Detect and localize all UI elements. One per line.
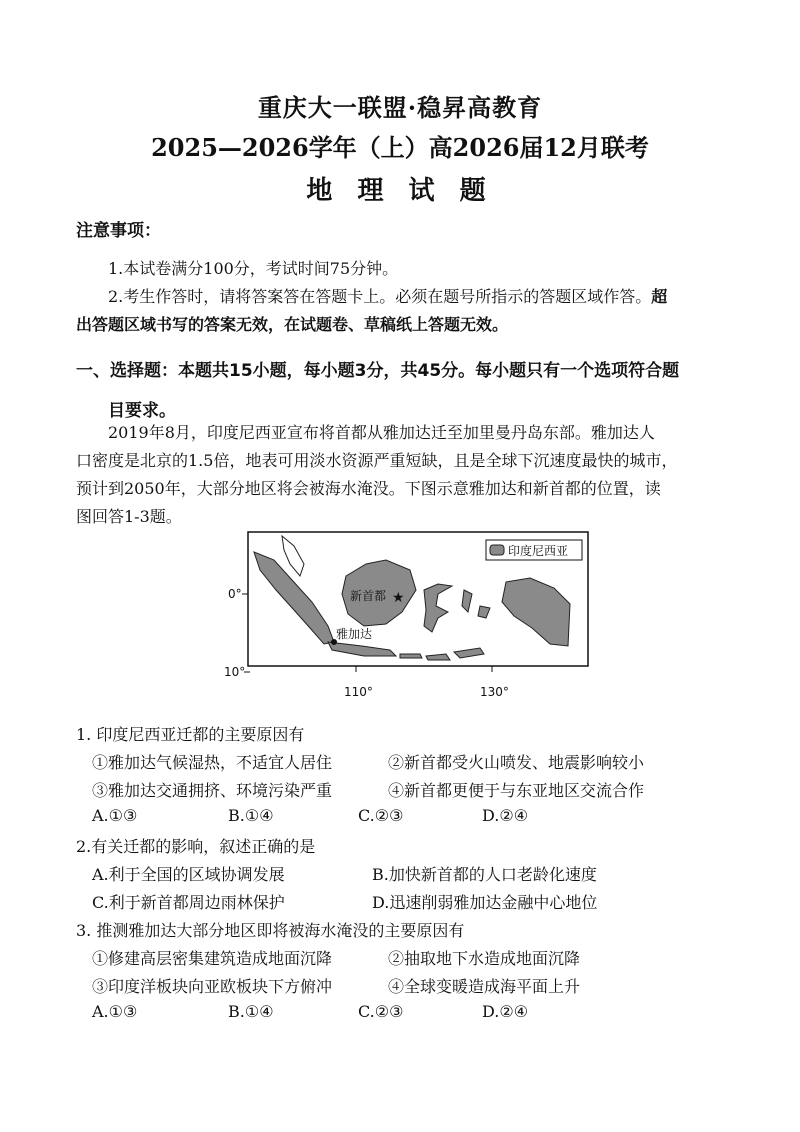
passage-line-1: 2019年8月，印度尼西亚宣布将首都从雅加达迁至加里曼丹岛东部。雅加达人 — [108, 423, 655, 442]
notice-item-2-bold: 超 — [651, 287, 668, 306]
org-title: 重庆大一联盟·稳昇高教育 — [257, 93, 543, 122]
q3-option-b[interactable]: B.①④ — [228, 1002, 274, 1021]
q3-option-d[interactable]: D.②④ — [482, 1002, 529, 1021]
notice-item-2-cont: 出答题区域书写的答案无效，在试题卷、草稿纸上答题无效。 — [76, 315, 509, 334]
legend-label: 印度尼西亚 — [508, 544, 569, 558]
section-heading-cont: 目要求。 — [108, 401, 176, 421]
passage-line-2: 口密度是北京的1.5倍，地表可用淡水资源严重短缺，且是全球下沉速度最快的城市， — [76, 451, 678, 470]
notice-item-2 — [108, 286, 667, 308]
notice-item-2-text: 2.考生作答时，请将答案答在答题卡上。必须在题号所指示的答题区域作答。 — [108, 287, 652, 306]
q2-option-d[interactable]: D.迅速削弱雅加达金融中心地位 — [372, 893, 598, 912]
jakarta-label: 雅加达 — [336, 627, 373, 641]
lon-110-label: 110° — [344, 685, 373, 699]
q1-option-a[interactable]: A.①③ — [92, 806, 138, 825]
q3-statement-2: ②抽取地下水造成地面沉降 — [388, 949, 581, 968]
subject-title: 地 理 试 题 — [306, 176, 494, 206]
q3-statement-1: ①修建高层密集建筑造成地面沉降 — [92, 949, 333, 968]
q1-option-d[interactable]: D.②④ — [482, 806, 529, 825]
indonesia-map — [224, 530, 594, 710]
q3-statement-4: ④全球变暖造成海平面上升 — [388, 977, 581, 996]
q1-stem: 1. 印度尼西亚迁都的主要原因有 — [76, 725, 305, 744]
q2-option-c[interactable]: C.利于新首都周边雨林保护 — [92, 893, 285, 912]
q3-option-a[interactable]: A.①③ — [92, 1002, 138, 1021]
passage-line-4: 图回答1-3题。 — [76, 507, 182, 526]
section-heading: 一、选择题：本题共15小题，每小题3分，共45分。每小题只有一个选项符合题 — [76, 361, 680, 381]
lat-10-label: 10° — [224, 665, 246, 679]
q1-option-b[interactable]: B.①④ — [228, 806, 274, 825]
q1-statement-3: ③雅加达交通拥挤、环境污染严重 — [92, 781, 333, 800]
star-icon: ★ — [392, 590, 405, 606]
q3-statement-3: ③印度洋板块向亚欧板块下方俯冲 — [92, 977, 333, 996]
q3-option-c[interactable]: C.②③ — [358, 1002, 404, 1021]
new-capital-label: 新首都 — [350, 589, 387, 603]
q2-option-a[interactable]: A.利于全国的区域协调发展 — [92, 865, 285, 884]
q3-stem: 3. 推测雅加达大部分地区即将被海水淹没的主要原因有 — [76, 921, 465, 940]
passage-line-3: 预计到2050年，大部分地区将会被海水淹没。下图示意雅加达和新首都的位置，读 — [76, 479, 661, 498]
q2-stem: 2.有关迁都的影响，叙述正确的是 — [76, 837, 316, 856]
q1-statement-1: ①雅加达气候湿热，不适宜人居住 — [92, 753, 333, 772]
q1-statement-2: ②新首都受火山喷发、地震影响较小 — [388, 753, 645, 772]
exam-title: 2025—2026学年（上）高2026届12月联考 — [151, 133, 649, 162]
notice-item-1: 1.本试卷满分100分，考试时间75分钟。 — [108, 259, 399, 278]
q2-option-b[interactable]: B.加快新首都的人口老龄化速度 — [372, 865, 597, 884]
q1-option-c[interactable]: C.②③ — [358, 806, 404, 825]
q1-statement-4: ④新首都更便于与东亚地区交流合作 — [388, 781, 645, 800]
notice-heading: 注意事项： — [76, 221, 161, 241]
lat-0-label: 0° — [228, 587, 242, 601]
lon-130-label: 130° — [480, 685, 509, 699]
